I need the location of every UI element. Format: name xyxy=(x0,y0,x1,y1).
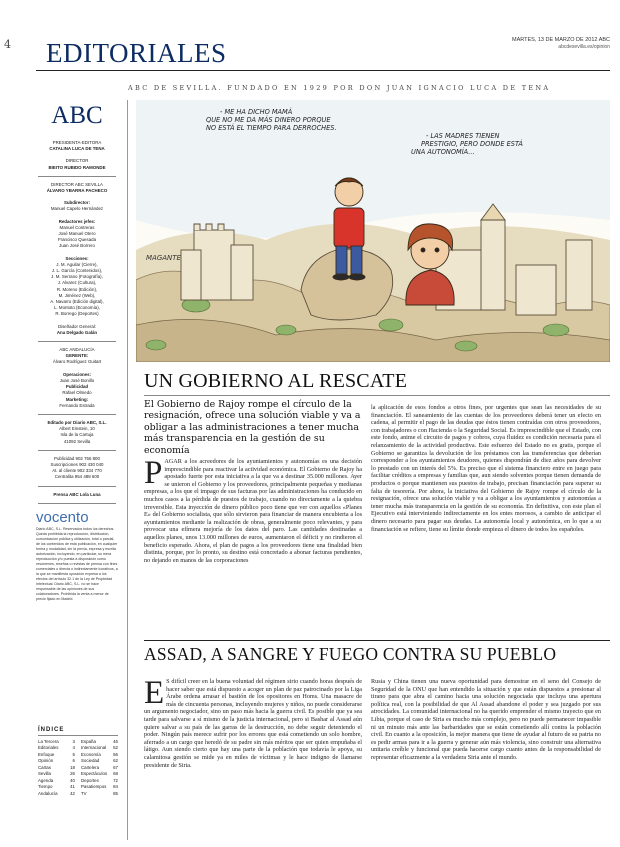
article-2-column-2 xyxy=(371,678,601,762)
masthead-line: J. Alvarez (Cultura), xyxy=(57,280,97,286)
page-number: 4 xyxy=(4,38,11,51)
masthead-line: J. M. Aguilar (Cierre), xyxy=(56,261,98,267)
index-entry-page: 5 xyxy=(72,751,75,757)
masthead-line: Albert Einstein, 10 xyxy=(59,426,95,432)
index-entry-page: 41 xyxy=(70,784,75,789)
newspaper-tagline: ABC DE SEVILLA. FUNDADO EN 1929 POR DON JUAN IGNACIO LUCA DE TENA xyxy=(128,84,551,92)
index-entry-page: 72 xyxy=(113,777,118,783)
abc-logo: ABC xyxy=(51,102,103,129)
index-entry-page: 3 xyxy=(72,738,75,744)
masthead-line: Juan José Borrero xyxy=(59,243,95,249)
masthead-line: Juan José Bonillo xyxy=(59,377,95,383)
index-entry-page: 4 xyxy=(72,745,75,750)
index-entry-label: Internacional xyxy=(81,745,107,750)
masthead-line: CATALINA LUCA DE TENA xyxy=(49,146,105,152)
masthead-line: José Manuel Otero xyxy=(58,231,96,237)
header-url[interactable]: abcdesevilla.es/opinion xyxy=(558,44,610,50)
index-entry-label: La Tercera xyxy=(38,738,59,744)
article-1-column-1 xyxy=(144,455,362,564)
masthead-line: R. Moreno (Edición), xyxy=(56,286,98,292)
legal-notice: Diario ABC, S.L. Reservados todos los derechos. Queda prohibida la reproducción, distribución, comunicación pública y utilización, total o parcial, de los contenidos de esta publicación, en cualquier forma y modalidad, sin la previa, expresa y escrita autorización, incluyendo, en particular, su mera reproducción y/o puesta a disposición como resúmenes, reseñas o revistas de prensa con fines comerciales o directa o indirectamente lucrativos, a la que se manifiesta oposición expresa a los efectos del artículo 32.1 de la Ley de Propiedad Intelectual. Diario ABC, S.L. no se hace responsable de las opiniones de sus colaboradores. Prohibida la venta a menor de precio fijado en Madrid. xyxy=(36,526,118,601)
index-title: ÍNDICE xyxy=(38,727,118,736)
cartoon-signature: MAGANTE xyxy=(146,254,181,262)
article-2-title[interactable]: ASSAD, A SANGRE Y FUEGO CONTRA SU PUEBLO xyxy=(144,644,557,664)
index-entry-page: 52 xyxy=(113,745,118,750)
index-entry-page: 62 xyxy=(113,758,118,763)
article-1-title[interactable]: UN GOBIERNO AL RESCATE xyxy=(144,370,408,392)
masthead-line: Redactores jefes: xyxy=(58,218,96,224)
cartoon-bubble-1: - ME HA DICHO MAMÁ QUE NO ME DA MÁS DINERO PORQUE NO ESTÁ EL TIEMPO PARA DERROCHES. xyxy=(206,108,337,132)
index-column-right xyxy=(81,739,118,798)
article-2-text-1: S difícil creer en la buena voluntad del régimen sirio cuando horas después de hacer saber que está dispuesto a acoger un plan de paz patrocinado por la Liga Árabe ordena arrasar el bastión de los opositores en Homs. Una masacre de más de cincuenta personas, incluyendo mujeres y niños, no puede considerarse un argumento negociador, sino un paso más hacia la guerra civil. Es posible que ya sea tarde para salvarse a sí mismo de la justicia internacional, pero si Bashar al Assad aún quiere salvar a su país de las garras de la destrucción, no debe seguir deteniendo el poder. Ningún país merece sufrir por los errores que está cometiendo un solo hombre, aferrado a un cargo que heredó de su padre sin más méritos que ser quien empuñaba el látigo. Aun siendo cierto que hay una parte de la población que todavía le apoya, su calamitosa gestión se mide ya en miles de víctimas y le hace indigno de llamarse presidente de Siria. xyxy=(144,678,362,769)
masthead-line: Isla de la Cartuja xyxy=(60,432,94,438)
header-rule xyxy=(36,70,610,71)
masthead xyxy=(36,102,118,602)
masthead-line: Operaciones: xyxy=(62,371,92,377)
masthead-line: Álvaro Rodríguez Guitart xyxy=(52,359,102,365)
index-entry[interactable] xyxy=(38,791,75,798)
masthead-line: M. Jiménez (Web), xyxy=(58,292,96,298)
index-entry-page: 42 xyxy=(70,790,75,796)
masthead-line: J. L. García (Contenidos), xyxy=(51,268,103,274)
index-entry-label: Andalucía xyxy=(38,790,58,796)
index-entry-page: 68 xyxy=(113,771,118,776)
masthead-line: Ana Delgado Galán xyxy=(56,329,98,335)
article-2-text-2: Rusia y China tienen una nueva oportunidad para demostrar en el seno del Consejo de Seguridad de la ONU que han entendido la situación y que están dispuestos a presionar al tirano para que abra el camino hacia una solución negociada que incluya una apertura política real, con la posibilidad de que Al Assad abandone el poder y sea juzgado por sus atrocidades. La comunidad internacional no ha querido emprender el mismo trayecto que en Libia, porque el caso de Siria es mucho más complejo, pero no puede permanecer impasible ni un minuto más ante las barbaridades que se están cometiendo allí contra la población civil. En cuanto a la oposición, la mejor manera que tiene de ayudar al futuro de su patria no es pedir armas para ir a la guerra y generar aún más violencia, sino construir una alternativa unitaria creíble y funcional que pueda hacerse cargo cuanto antes de la responsabilidad de representar eficazmente a la verdadera Siria ante el mundo. xyxy=(371,678,601,761)
index-column-left xyxy=(38,739,75,798)
index-entry-page: 56 xyxy=(113,751,118,757)
index-entry-label: España xyxy=(81,738,96,744)
index-entry-page: 46 xyxy=(113,738,118,744)
masthead-line: Subdirector: xyxy=(63,200,91,206)
index-entry-label: Pasatiempos xyxy=(81,784,107,789)
masthead-line: Rafael Olmedo xyxy=(62,390,92,396)
masthead-line: BIEITO RUBIDO RAMONDE xyxy=(48,164,106,170)
masthead-line: Suscripciones 902 430 040 xyxy=(50,461,104,467)
masthead-line: ÁLVARO YBARRA PACHECO xyxy=(46,188,108,194)
index-entry[interactable] xyxy=(81,791,118,798)
masthead-line: DIRECTOR ABC SEVILLA xyxy=(51,181,103,187)
masthead-line: Secciones: xyxy=(65,255,89,261)
masthead-line: Marketing: xyxy=(65,396,89,402)
index-entry-label: Cartas xyxy=(38,764,51,770)
article-1-text-1: AGAR a los acreedores de los ayuntamientos y autonomías es una decisión imprescindible para reactivar la actividad económica. El Gobierno de Rajoy ha apostado fuerte por esta iniciativa a la que va a destinar 35.000 millones. Ayer se unieron el Gobierno y los proveedores, principalmente pequeñas y medianas empresas, a los que el impago de sus facturas por las administraciones ha conducido en muchos casos a la pérdida de puestos de trabajo, cuando no directamente a la quiebra irreversible. Esta inyección de dinero público poco tiene que ver con aquellos «Planes E» del Gobierno socialista, que sólo sirvieron para financiar de manera encubierta a los ayuntamientos mediante la realización de obras, generalmente poco relevantes, y para provocar una efímera mejoría de los datos del paro. Las cantidades destinadas a aquellos planes, unos 13.000 millones de euros, aumentaron el déficit y no rindieron el beneficio esperado. Ahora, el plan de pagos a los proveedores tiene una finalidad bien distinta, porque, por lo pronto, su destino está concretado a abonar facturas pendientes, no dejando en manos de las corporaciones xyxy=(144,458,362,564)
cartoon-bubble-2: - LAS MADRES TIENEN PRESTIGIO, PERO DONDE ESTÁ UNA AUTONOMÍA... xyxy=(411,132,523,156)
index-entry-page: 40 xyxy=(70,777,75,783)
masthead-line: Fernando Estrada xyxy=(59,402,95,408)
index-entry-label: Editoriales xyxy=(38,745,59,750)
index-entry-label: Agenda xyxy=(38,777,54,783)
index-entry-label: Cartelera xyxy=(81,764,100,770)
masthead-line: Manuel Capelo Hernández xyxy=(50,206,104,212)
index-entry-label: Sevilla xyxy=(38,771,51,776)
index-entry-label: Espectáculos xyxy=(81,771,108,776)
masthead-line: L. Montoto (Economía), xyxy=(54,305,100,311)
masthead-line: R. Borrego (Deportes) xyxy=(55,311,99,317)
index-entry-page: 26 xyxy=(70,771,75,776)
index-entry-label: Enfoque xyxy=(38,751,55,757)
masthead-line: Editado por Diario ABC, S.L. xyxy=(47,419,107,425)
index-entry-label: TV xyxy=(81,790,87,796)
index-entry-page: 85 xyxy=(113,790,118,796)
column-divider xyxy=(127,100,128,840)
masthead-line: 41092 Sevilla xyxy=(63,438,91,444)
masthead-line: Publicidad 902 766 800 xyxy=(54,455,100,461)
section-title: EDITORIALES xyxy=(46,38,227,68)
masthead-line: Francisco Quesada xyxy=(57,237,97,243)
index-entry-label: Deportes xyxy=(81,777,99,783)
masthead-line: At. al cliente 902 334 770 xyxy=(52,468,102,474)
article-1-rule xyxy=(144,395,610,396)
article-2-column-1 xyxy=(144,675,362,769)
masthead-line: Centralita 954 488 600 xyxy=(54,474,100,480)
index-entry-page: 6 xyxy=(72,758,75,763)
masthead-line: Diseñador General: xyxy=(57,323,97,329)
masthead-line: PRESIDENTA-EDITORA xyxy=(52,140,102,145)
index-box xyxy=(38,727,118,797)
masthead-line: A. Navarro (Edición digital), xyxy=(50,299,104,305)
index-entry-page: 67 xyxy=(113,764,118,770)
index-entry-label: Tiempo xyxy=(38,784,53,789)
index-entry-page: 84 xyxy=(113,784,118,789)
editorial-cartoon xyxy=(136,100,610,362)
dropcap: P xyxy=(144,455,163,491)
article-1-text-2: la aplicación de esos fondos a otros fines, por urgentes que sean las necesidades de su financiación. El saneamiento de las cuentas de los proveedores deberá tener un efecto en cadena, al permitir el pago de las deudas que éstos tienen contraídas con otros proveedores, con trabajadores o con Hacienda o la Seguridad Social. Es imprescindible que el Estado, con este fondo, anime el circuito de pagos y cobros, cuya fluidez es condición necesaria para el relanzamiento de la actividad productiva. Este esfuerzo del Estado no es gratis, porque el Gobierno se garantiza la devolución de los préstamos con las transferencias que deberían corresponder a los ayuntamientos deudores, quienes dispondrán de diez años para devolver lo prestado con un interés del 5%. Es preciso que el sistema financiero entre en juego para facilitar créditos a empresas y familias que, aun siendo solventes porque tienen demanda de productos o porque mantienen sus puestos de trabajo, precisan financiación para superar su falta de tesorería. Por ahora, la iniciativa del Gobierno de Rajoy rompe el círculo de la resignación, ofrece una solución viable y va a obligar a los ayuntamientos y autonomías a tener mucha más transparencia en la gestión de su economía. En definitiva, con este plan el Ejecutivo está interviniendo indirectamente en los entes morosos, a cambio de anticipar el dinero necesario para pagar sus deudas. La autonomía local y autonómica, en lo que a su financiación se refiere, tiene su límite donde empieza el dinero de todos los españoles. xyxy=(371,404,601,533)
masthead-line: Prensa ABC Lola Luna xyxy=(53,491,101,497)
masthead-line: ABC ANDALUCÍA xyxy=(59,347,95,353)
masthead-line: DIRECTOR xyxy=(65,158,89,164)
vocento-logo: vocento xyxy=(36,508,89,526)
index-entry-label: Economía xyxy=(81,751,101,757)
article-1-subtitle: El Gobierno de Rajoy rompe el círculo de la resignación, ofrece una solución viable y va a obligar a las administraciones a tener mucha más transparencia en la gestión de su economía xyxy=(144,399,361,456)
dropcap: E xyxy=(144,675,165,711)
index-entry-page: 18 xyxy=(70,764,75,770)
masthead-line: Publicidad xyxy=(65,384,89,390)
index-entry-label: Sociedad xyxy=(81,758,100,763)
article-2-rule xyxy=(144,640,610,641)
header-date: MARTES, 13 DE MARZO DE 2012 ABC xyxy=(511,37,610,43)
masthead-line: J. M. Serrano (Fotografía), xyxy=(51,274,103,280)
masthead-line: Manuel Contreras xyxy=(59,224,95,230)
masthead-line: GERENTE: xyxy=(65,353,89,359)
index-entry-label: Opinión xyxy=(38,758,54,763)
article-1-column-2 xyxy=(371,404,601,533)
